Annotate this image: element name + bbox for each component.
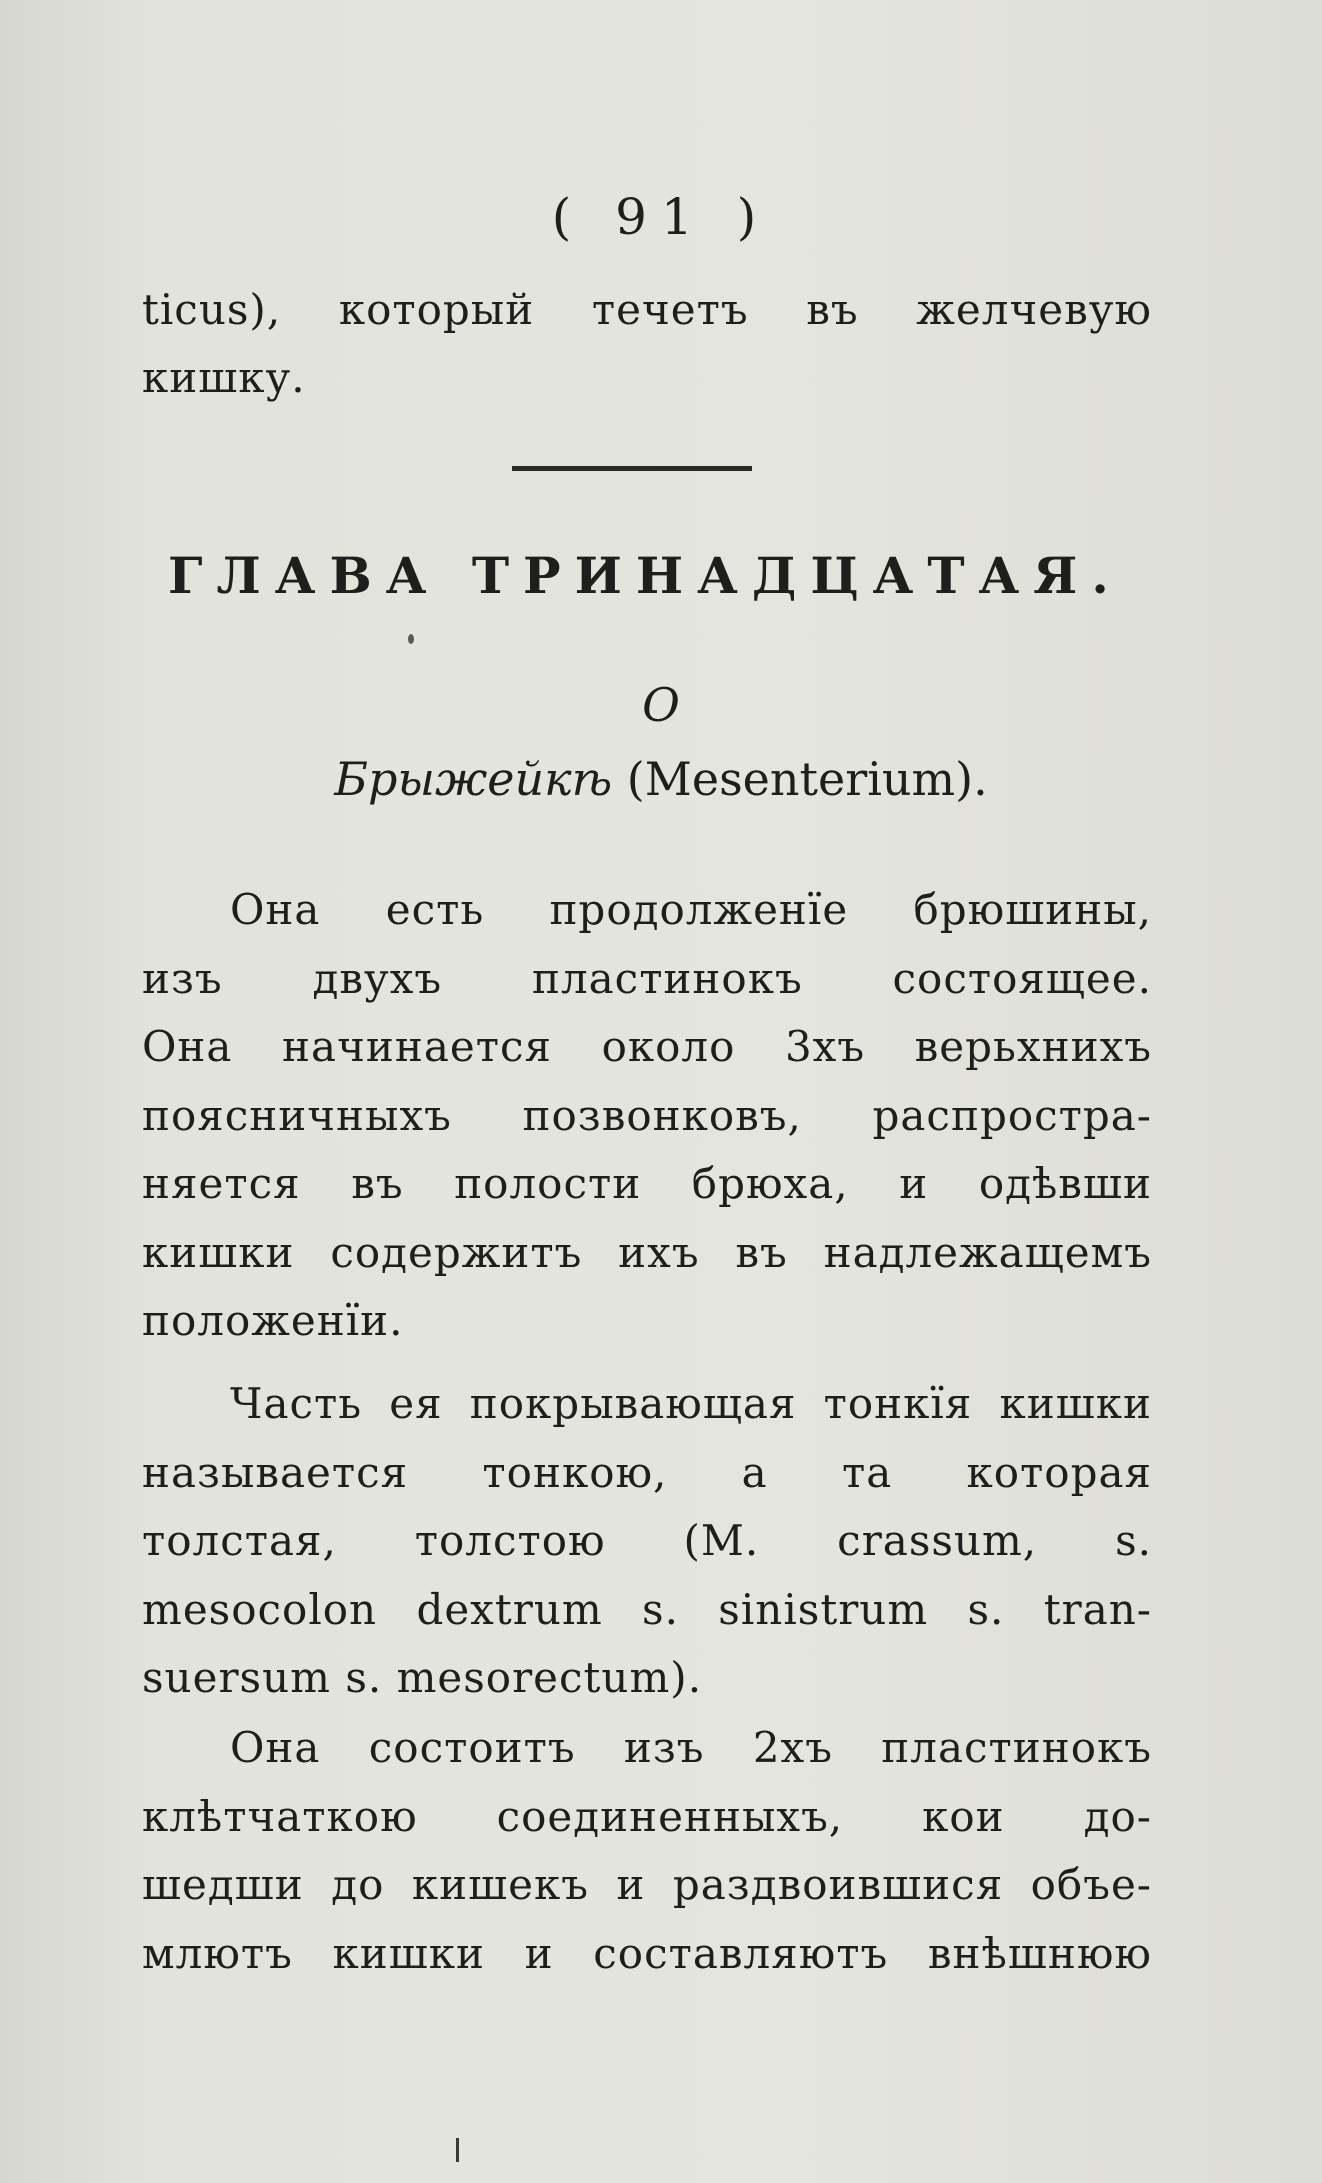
text-line: толстая, толстою (M. crassum, s. xyxy=(142,1516,1152,1565)
text-line: называется тонкою, а та которая xyxy=(142,1447,1152,1497)
paragraph-2 xyxy=(142,1370,1152,1713)
chapter-title: ГЛАВА ТРИНАДЦАТАЯ. xyxy=(168,546,1123,605)
subject-latin: (Mesenterium). xyxy=(626,752,988,806)
text-line: Она состоитъ изъ 2хъ пластинокъ xyxy=(230,1723,1152,1772)
text-line: клѣтчаткою соединенныхъ, кои до- xyxy=(142,1791,1152,1841)
text-line: Она начинается около 3хъ верьхнихъ xyxy=(142,1022,1152,1071)
text-line: положенїи. xyxy=(142,1296,404,1345)
text-line: шедши до кишекъ и раздвоившися объе- xyxy=(142,1860,1152,1909)
text-line: Часть ея покрывающая тонкїя кишки xyxy=(230,1379,1152,1428)
continuation-text xyxy=(142,276,1152,412)
subject-russian: Брыжейкѣ xyxy=(334,752,613,806)
ink-speck xyxy=(408,634,414,644)
paragraph-3 xyxy=(142,1714,1152,1988)
text-line: Она есть продолженїе брюшины, xyxy=(230,885,1152,934)
chapter-subject xyxy=(0,752,1322,806)
page-mark xyxy=(456,2138,459,2162)
text-line: няется въ полости брюха, и одѣвши xyxy=(142,1159,1152,1208)
text-line: изъ двухъ пластинокъ состоящее. xyxy=(142,953,1152,1003)
text-line: ticus), который течетъ въ желчевую xyxy=(142,285,1152,334)
section-divider xyxy=(512,466,752,471)
page-number: ( 91 ) xyxy=(551,188,771,246)
text-line: suersum s. mesorectum). xyxy=(142,1653,703,1702)
text-line: поясничныхъ позвонковъ, распростра- xyxy=(142,1090,1152,1140)
text-line: кишки содержитъ ихъ въ надлежащемъ xyxy=(142,1227,1152,1277)
text-line: кишку. xyxy=(142,353,306,402)
text-line: mesocolon dextrum s. sinistrum s. tran- xyxy=(142,1584,1152,1634)
paragraph-1 xyxy=(142,876,1152,1356)
chapter-preposition: О xyxy=(642,678,680,732)
text-line: млютъ кишки и составляютъ внѣшнюю xyxy=(142,1928,1152,1978)
